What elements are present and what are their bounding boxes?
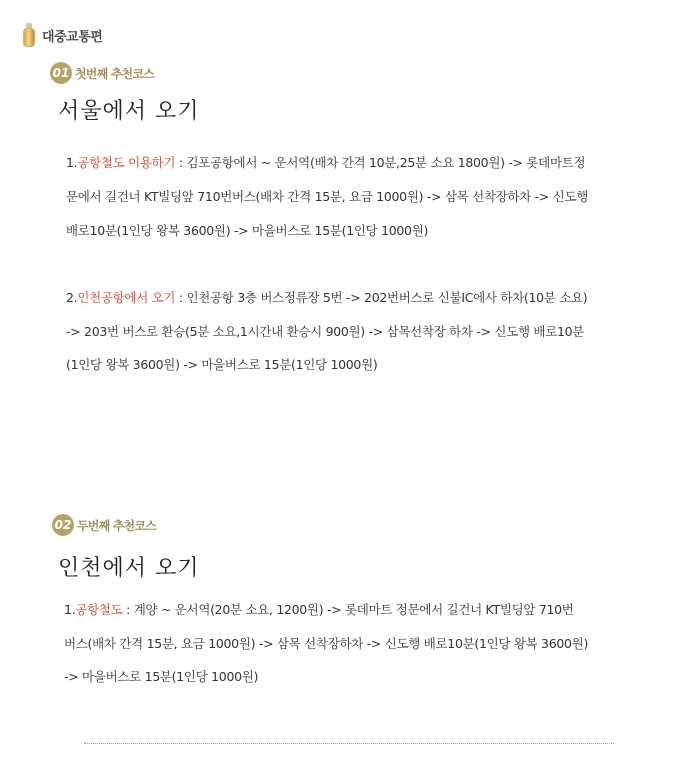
divider — [84, 743, 614, 744]
route-label: 공항철도 — [75, 602, 123, 617]
section-title-seoul: 서울에서 오기 — [58, 99, 200, 124]
route-1-1 — [66, 146, 585, 180]
route-number: 1. — [64, 602, 76, 617]
route-line: -> 203번 버스로 환승(5분 소요,1시간내 환승시 900원) -> 삼목선착장 하차 -> 신도행 배로10분 — [66, 323, 585, 339]
header-title: 대중교통편 — [42, 29, 103, 45]
route-line: -> 마을버스로 15분(1인당 1000원) — [64, 669, 259, 684]
route-label: 공항철도 이용하기 — [77, 155, 176, 170]
course-label-text: 첫번째 추천코스 — [75, 66, 154, 81]
route-text: : 인천공항 3층 버스정류장 5번 -> 202번버스로 신불IC에사 하차(10분 소요) — [175, 290, 588, 305]
route-number: 1. — [66, 155, 78, 170]
route-line: (1인당 왕복 3600원) -> 마을버스로 15분(1인당 1000원) — [66, 357, 378, 372]
route-line: 문에서 길건너 KT빌딩앞 710번버스(배차 간격 15분, 요금 1000원) -> 삼목 선착장하차 -> 신도행 — [66, 189, 589, 204]
route-line — [66, 146, 585, 180]
route-line: 배로10분(1인당 왕복 3600원) -> 마을버스로 15분(1인당 1000원) — [66, 222, 429, 238]
route-number: 2. — [66, 290, 78, 305]
route-text: : 계양 ~ 운서역(20분 소요, 1200원) -> 롯데마트 정문에서 길건너 KT빌딩앞 710번 — [122, 602, 574, 617]
route-line: 버스(배차 간격 15분, 요금 1000원) -> 삼목 선착장하차 -> 신도행 배로10분(1인당 왕복 3600원) — [64, 635, 589, 651]
page-header — [22, 22, 102, 48]
course-label-1 — [50, 62, 154, 84]
bottle-icon — [22, 23, 36, 47]
route-line — [64, 593, 588, 627]
course-number-badge: 01 — [50, 62, 72, 84]
section-title-incheon: 인천에서 오기 — [58, 556, 200, 581]
course-label-text: 두번째 추천코스 — [77, 518, 156, 533]
course-number-badge: 02 — [52, 514, 74, 536]
route-text: : 김포공항에서 ~ 운서역(배차 간격 10분,25분 소요 1800원) -> 롯데마트정 — [175, 155, 586, 170]
course-label-2 — [52, 514, 156, 536]
route-1-1-cont — [66, 180, 588, 247]
route-label: 인천공항에서 오기 — [77, 290, 176, 305]
route-line — [66, 281, 587, 315]
route-1-2 — [66, 281, 587, 382]
route-2-1 — [64, 593, 588, 694]
